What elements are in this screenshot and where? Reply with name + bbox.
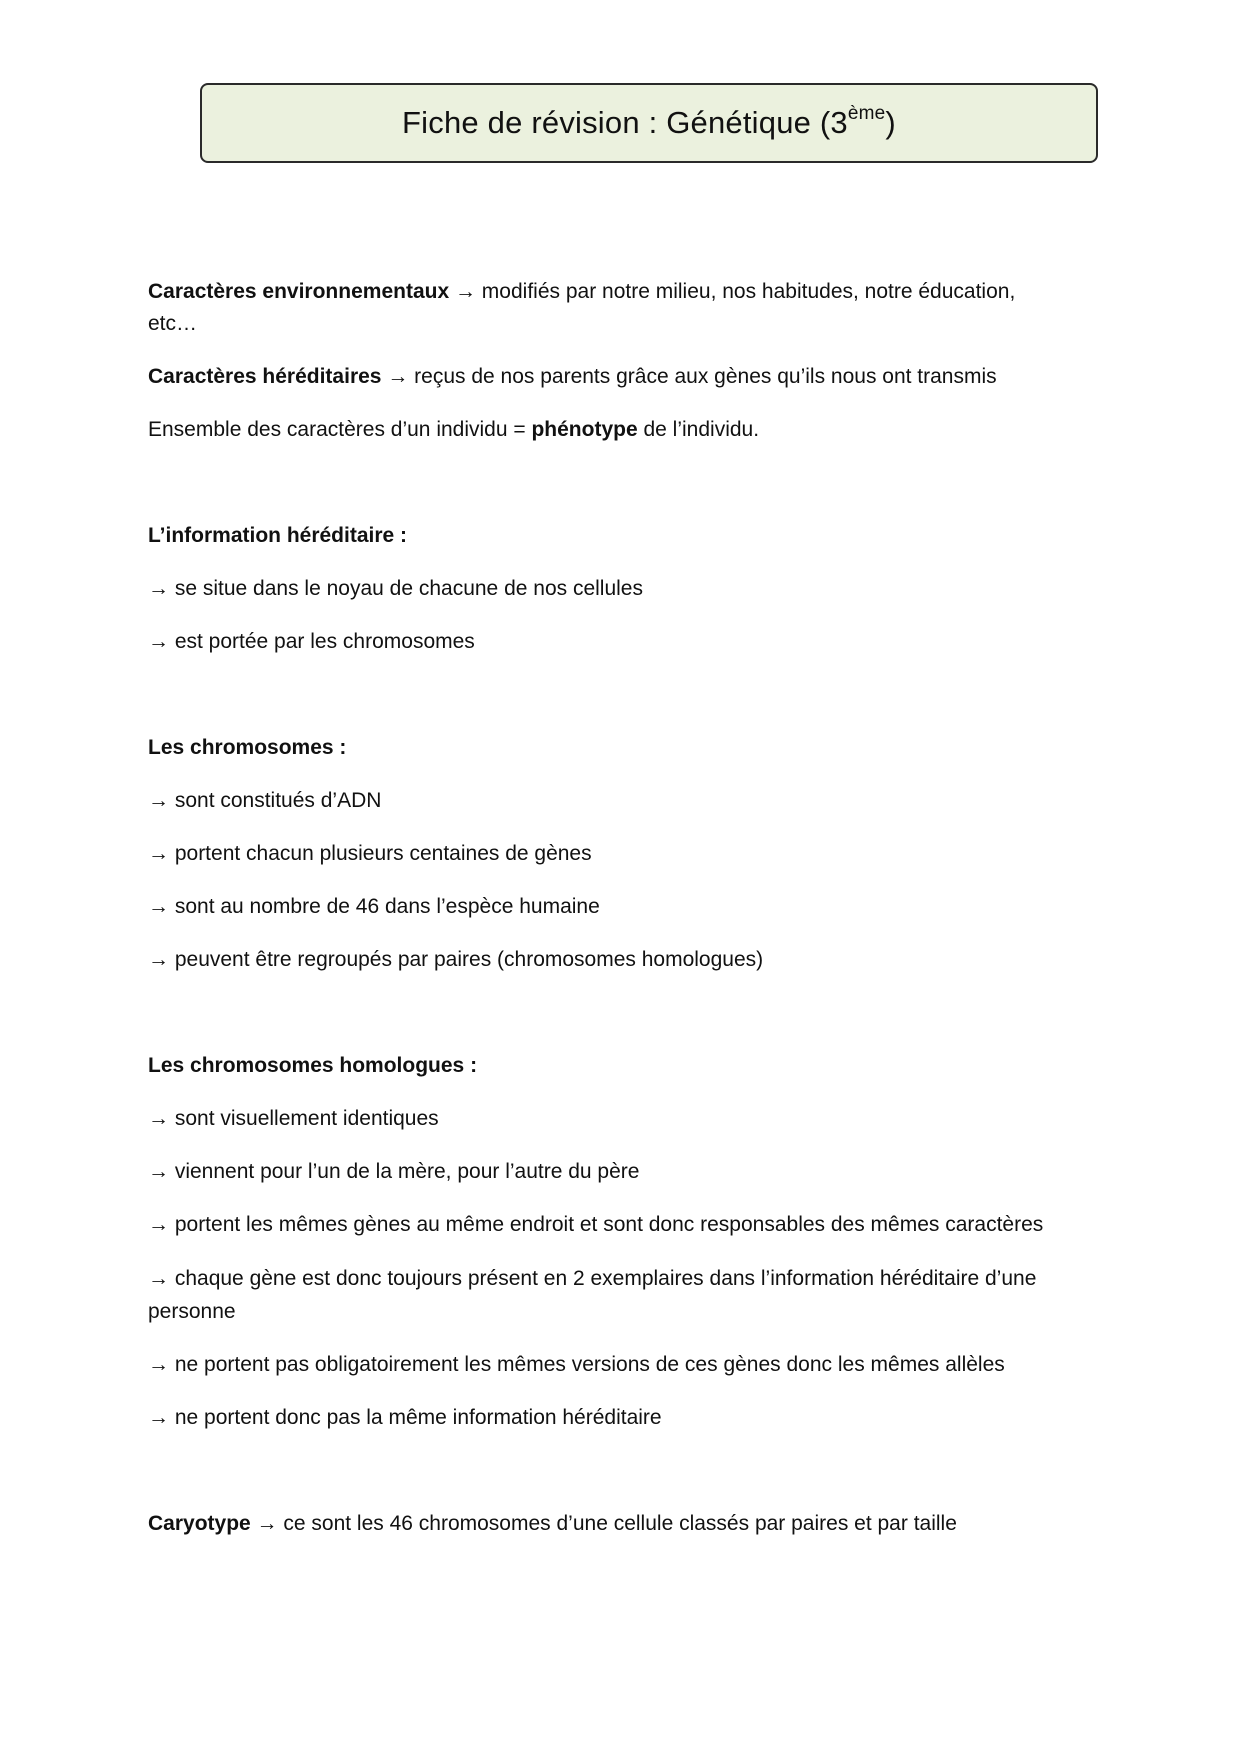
definition-caryotype: [148, 1508, 1068, 1540]
section-heading-homologues: [148, 1050, 1068, 1082]
list-item: → est portée par les chromosomes: [148, 630, 475, 653]
definition-hereditary: [148, 361, 1068, 393]
section-spacer: [148, 467, 1068, 520]
section-spacer: [148, 679, 1068, 732]
term-phenotype: phénotype: [531, 418, 638, 441]
list-item: → peuvent être regroupés par paires (chromosomes homologues): [148, 948, 764, 971]
page-title: [402, 105, 896, 141]
title-box: [200, 83, 1098, 163]
section-spacer: [148, 1455, 1068, 1508]
revision-content: [148, 276, 1068, 1561]
list-item: → portent chacun plusieurs centaines de gènes: [148, 842, 592, 865]
list-item: → ne portent donc pas la même information héréditaire: [148, 1406, 662, 1429]
title-close: ): [885, 105, 896, 140]
phenotype-before: Ensemble des caractères d’un individu =: [148, 418, 532, 441]
definition-hereditary-text: → reçus de nos parents grâce aux gènes qu’ils nous ont transmis: [381, 365, 997, 388]
list-item: → se situe dans le noyau de chacune de nos cellules: [148, 577, 643, 600]
heading-homologues: Les chromosomes homologues :: [148, 1054, 478, 1077]
heading-info: L’information héréditaire :: [148, 524, 408, 547]
list-item: → viennent pour l’un de la mère, pour l’autre du père: [148, 1160, 640, 1183]
list-item: → portent les mêmes gènes au même endroit et sont donc responsables des mêmes caractères: [148, 1213, 1044, 1236]
list-item: → sont visuellement identiques: [148, 1107, 439, 1130]
title-superscript: ème: [847, 103, 886, 124]
list-item: → sont au nombre de 46 dans l’espèce humaine: [148, 895, 600, 918]
phenotype-after: de l’individu.: [637, 418, 760, 441]
list-item: → chaque gène est donc toujours présent en 2 exemplaires dans l’information héréditaire d’une personne: [148, 1267, 1037, 1323]
section-heading-chromosomes: [148, 732, 1068, 764]
definition-environmental: [148, 276, 1068, 340]
definition-phenotype: [148, 414, 1068, 446]
heading-chromosomes: Les chromosomes :: [148, 736, 347, 759]
term-environmental: Caractères environnementaux: [148, 280, 450, 303]
section-spacer: [148, 997, 1068, 1050]
term-hereditary: Caractères héréditaires: [148, 365, 382, 388]
list-item: → ne portent pas obligatoirement les mêmes versions de ces gènes donc les mêmes allèles: [148, 1353, 1005, 1376]
title-main: Fiche de révision : Génétique (3: [402, 105, 848, 140]
term-caryotype: Caryotype: [148, 1512, 251, 1535]
list-item: → sont constitués d’ADN: [148, 789, 382, 812]
definition-caryotype-text: → ce sont les 46 chromosomes d’une cellule classés par paires et par taille: [250, 1512, 957, 1535]
section-heading-info: [148, 520, 1068, 552]
definition-environmental-text: → modifiés par notre milieu, nos habitudes, notre éducation, etc…: [148, 280, 1016, 335]
